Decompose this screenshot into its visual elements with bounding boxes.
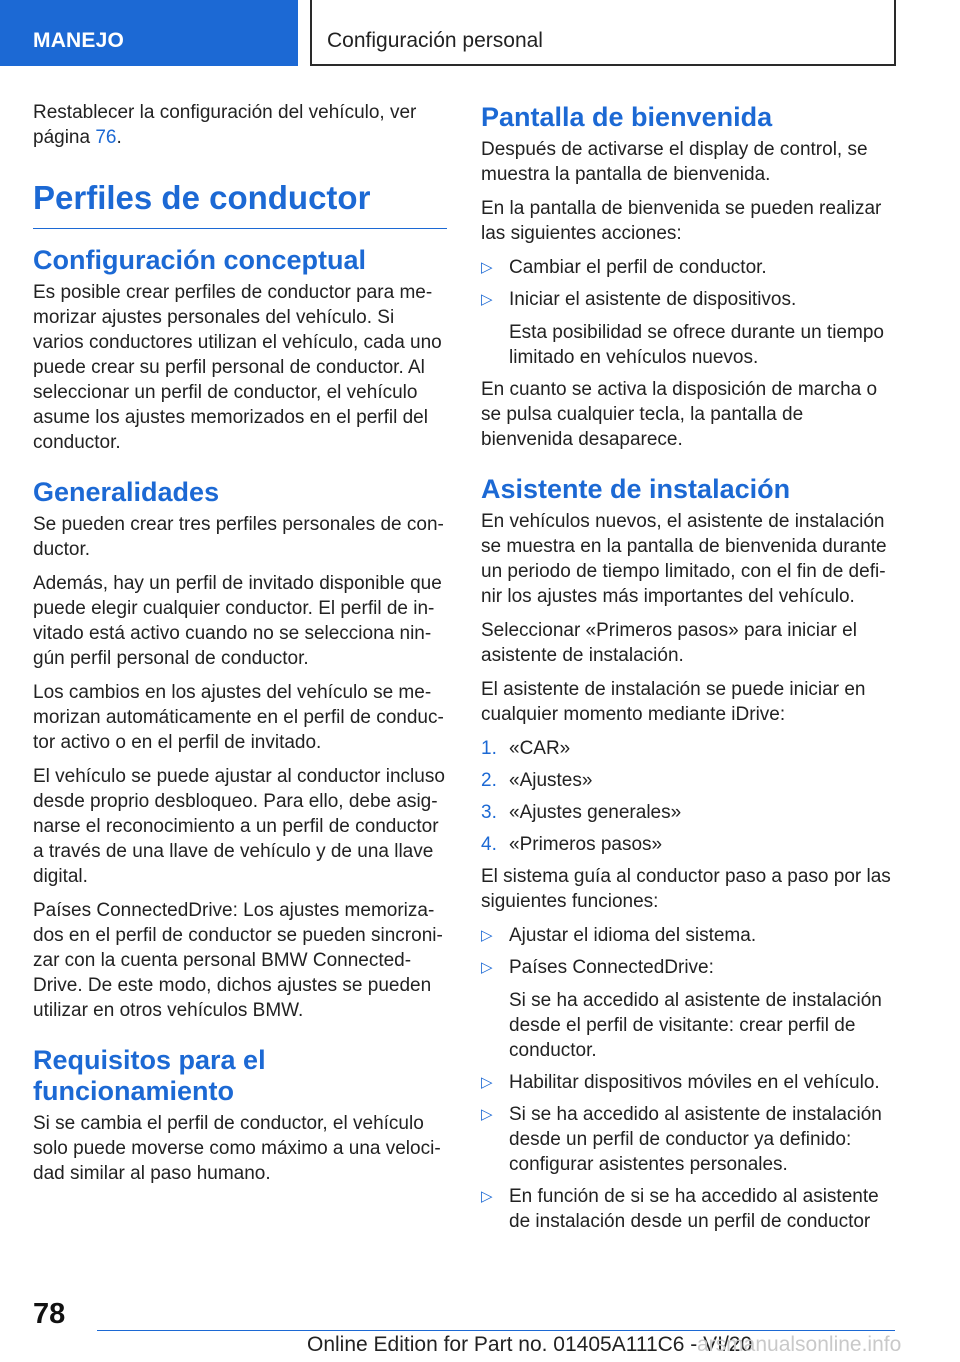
- chapter-box: [310, 0, 896, 66]
- list-item-text: Iniciar el asistente de dispositivos.: [509, 289, 797, 310]
- list-item: [481, 1070, 895, 1095]
- chapter-title: Configuración personal: [327, 29, 543, 52]
- bullet-list: [481, 255, 895, 370]
- list-item-text: Ajustar el idioma del sistema.: [509, 925, 757, 946]
- paragraph: El vehículo se puede ajustar al conductor incluso desde proprio desbloqueo. Para ello, debe asignarse el reconocimiento a un perfil de conductor a través de una llave de vehículo y de una llave digital.: [33, 766, 445, 887]
- list-item-text: Si se ha accedido al asistente de instalación desde un perfil de conductor ya definido: configurar asistentes personales.: [509, 1104, 882, 1175]
- list-item-subtext: Esta posibilidad se ofrece durante un tiempo limitado en vehículos nuevos.: [509, 322, 884, 368]
- list-item-text: Países ConnectedDrive:: [509, 957, 714, 978]
- steps-list: [481, 736, 895, 857]
- triangle-bullet-icon: ▷: [481, 291, 493, 308]
- list-item-text: Habilitar dispositivos móviles en el vehículo.: [509, 1072, 880, 1093]
- paragraph: Es posible crear perfiles de conductor para memorizar ajustes personales del vehículo. Si varios conductores utilizan el vehículo, cada uno puede crear su perfil personal de conductor. Al seleccionar un perfil de conductor, el vehículo asume los ajustes memorizados en el perfil del conductor.: [33, 282, 442, 453]
- heading-general: Generalidades: [33, 477, 220, 507]
- heading-welcome-screen: Pantalla de bienvenida: [481, 102, 773, 132]
- heading-setup-assistant: Asistente de instalación: [481, 474, 791, 504]
- heading-requirements: Requisitos para el funcionamiento: [33, 1045, 266, 1106]
- section-tab: [0, 0, 298, 66]
- step-number: 3.: [481, 802, 497, 823]
- paragraph: Se pueden crear tres perfiles personales de conductor.: [33, 514, 444, 560]
- list-item: [481, 255, 895, 280]
- paragraph: Después de activarse el display de control, se muestra la pantalla de bienvenida.: [481, 139, 868, 185]
- page-link-76[interactable]: 76: [95, 127, 117, 148]
- intro-text: Restablecer la configuración del vehículo, ver página: [33, 102, 417, 148]
- step-text: «Primeros pasos»: [509, 834, 663, 855]
- triangle-bullet-icon: ▷: [481, 959, 493, 976]
- paragraph: Los cambios en los ajustes del vehículo se memorizan automáticamente en el perfil de conductor activo o en el perfil de invitado.: [33, 682, 444, 753]
- page-number: 78: [33, 1298, 66, 1330]
- step-text: «CAR»: [509, 738, 571, 759]
- step-number: 2.: [481, 770, 497, 791]
- intro-paragraph: [33, 100, 447, 150]
- list-item-text: En función de si se ha accedido al asistente de instalación desde un perfil de conductor: [509, 1186, 879, 1232]
- paragraph: Seleccionar «Primeros pasos» para iniciar el asistente de instalación.: [481, 620, 857, 666]
- paragraph: Además, hay un perfil de invitado disponible que puede elegir cualquier conductor. El perfil de invitado está activo cuando no se selecciona ningún perfil personal de conductor.: [33, 573, 442, 669]
- triangle-bullet-icon: ▷: [481, 1106, 493, 1123]
- edition-text: Online Edition for Part no. 01405A111C6 - VI/20: [307, 1333, 753, 1356]
- triangle-bullet-icon: ▷: [481, 927, 493, 944]
- section-title: MANEJO: [33, 29, 125, 52]
- left-column: [33, 100, 447, 1195]
- intro-end: .: [116, 127, 122, 148]
- page-header: [0, 0, 960, 66]
- watermark: arsmanualsonline.info: [697, 1333, 902, 1356]
- list-item: [481, 287, 895, 370]
- triangle-bullet-icon: ▷: [481, 1188, 493, 1205]
- triangle-bullet-icon: ▷: [481, 1074, 493, 1091]
- step-item: [481, 800, 895, 825]
- list-item-subtext: Si se ha accedido al asistente de instalación desde el perfil de visitante: crear perfil de conductor.: [509, 990, 882, 1061]
- step-number: 1.: [481, 738, 497, 759]
- list-item: [481, 923, 895, 948]
- list-item: [481, 1102, 895, 1177]
- step-item: [481, 768, 895, 793]
- paragraph: Si se cambia el perfil de conductor, el vehículo solo puede moverse como máximo a una velocidad similar al paso humano.: [33, 1113, 441, 1184]
- paragraph: El sistema guía al conductor paso a paso por las siguientes funciones:: [481, 866, 891, 912]
- step-item: [481, 736, 895, 761]
- heading-concept: Configuración conceptual: [33, 245, 367, 275]
- paragraph: En vehículos nuevos, el asistente de instalación se muestra en la pantalla de bienvenida durante un periodo de tiempo limitado, con el fin de definir los ajustes más importantes del vehículo.: [481, 511, 887, 607]
- paragraph: En cuanto se activa la disposición de marcha o se pulsa cualquier tecla, la pantalla de bienvenida desaparece.: [481, 379, 878, 450]
- heading-driver-profiles: Perfiles de conductor: [33, 178, 447, 229]
- list-item: [481, 955, 895, 1063]
- right-column: [481, 100, 895, 1241]
- paragraph: En la pantalla de bienvenida se pueden realizar las siguientes acciones:: [481, 198, 882, 244]
- list-item-text: Cambiar el perfil de conductor.: [509, 257, 767, 278]
- step-text: «Ajustes»: [509, 770, 593, 791]
- list-item: [481, 1184, 895, 1234]
- footer-divider: [97, 1330, 895, 1331]
- paragraph: Países ConnectedDrive: Los ajustes memorizados en el perfil de conductor se pueden sincronizar con la cuenta personal BMW ConnectedDrive. De este modo, dichos ajustes se pueden utilizar en otros vehículos BMW.: [33, 900, 443, 1021]
- triangle-bullet-icon: ▷: [481, 259, 493, 276]
- paragraph: El asistente de instalación se puede iniciar en cualquier momento mediante iDrive:: [481, 679, 866, 725]
- step-number: 4.: [481, 834, 497, 855]
- step-text: «Ajustes generales»: [509, 802, 682, 823]
- bullet-list: [481, 923, 895, 1234]
- step-item: [481, 832, 895, 857]
